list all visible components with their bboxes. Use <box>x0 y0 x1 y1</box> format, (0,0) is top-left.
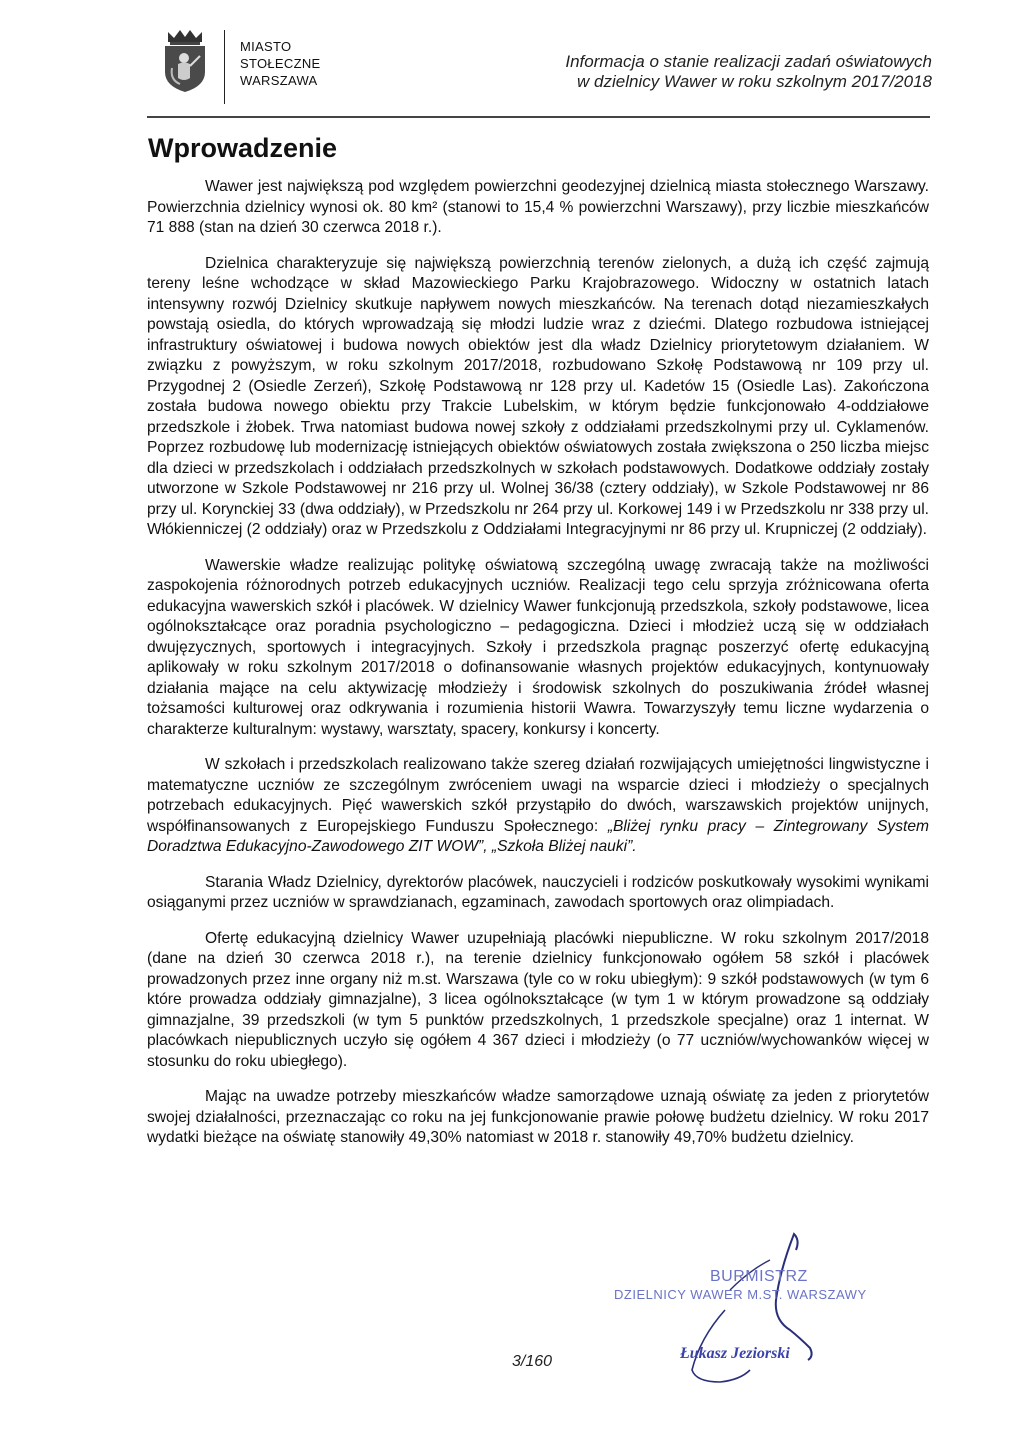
document-title-line: Informacja o stanie realizacji zadań oświatowych <box>565 52 932 71</box>
warsaw-crest-icon <box>160 28 210 94</box>
document-title-line: w dzielnicy Wawer w roku szkolnym 2017/2018 <box>577 72 932 91</box>
paragraph: Mając na uwadze potrzeby mieszkańców władze samorządowe uznają oświatę za jeden z priorytetów swojej działalności, przeznaczając co roku na jej funkcjonowanie prawie połowę budżetu dzielnicy. W roku 2017 wydatki bieżące na oświatę stanowiły 49,30% natomiast w 2018 r. stanowiły 49,70% budżetu dzielnicy. <box>147 1088 929 1146</box>
signature-name: Łukasz Jeziorski <box>680 1345 790 1362</box>
header-divider <box>224 30 225 104</box>
city-name-line: WARSZAWA <box>240 73 318 88</box>
body-text <box>147 177 929 1164</box>
city-name-block <box>240 38 320 89</box>
projects-italic: „Bliżej rynku pracy – Zintegrowany System Doradztwa Edukacyjno-Zawodowego ZIT WOW”, „Szkoła Bliżej nauki”. <box>147 817 929 855</box>
paragraph: Starania Władz Dzielnicy, dyrektorów placówek, nauczycieli i rodziców poskutkowały wysokimi wynikami osiąganymi przez uczniów w sprawdzianach, egzaminach, zawodach sportowych oraz olimpiadach. <box>147 873 929 911</box>
signature-icon <box>600 1230 920 1390</box>
official-stamp <box>600 1230 920 1390</box>
paragraph: Ofertę edukacyjną dzielnicy Wawer uzupełniają placówki niepubliczne. W roku szkolnym 2017/2018 (dane na dzień 30 czerwca 2018 r.), na terenie dzielnicy funkcjonowało ogółem 58 szkół i placówek prowadzonych przez inne organy niż m.st. Warszawa (tyle co w roku ubiegłym): 9 szkół podstawowych (w tym 6 które prowadza oddziały gimnazjalne), 3 licea ogólnokształcące (w tym 1 w którym prowadzone są oddziały gimnazjalne, 39 przedszkoli (w tym 5 punktów przedszkolnych, 1 przedszkole specjalne) oraz 1 internat. W placówkach niepublicznych uczyło się ogółem 4 367 dzieci i młodzieży (o 77 uczniów/wychowanków więcej w stosunku do roku ubiegłego). <box>147 929 929 1070</box>
paragraph <box>147 755 929 858</box>
paragraph: Wawer jest największą pod względem powierzchni geodezyjnej dzielnicą miasta stołecznego Warszawy. Powierzchnia dzielnicy wynosi ok. 80 km² (stanowi to 15,4 % powierzchni Warszawy), przy liczbie mieszkańców 71 888 (stan na dzień 30 czerwca 2018 r.). <box>147 178 929 236</box>
page-header <box>0 0 1024 120</box>
header-rule <box>147 116 930 118</box>
section-heading: Wprowadzenie <box>148 133 338 163</box>
page-number: 3/160 <box>512 1353 553 1370</box>
paragraph: Wawerskie władze realizując politykę oświatową szczególną uwagę zwracają także na możliwości zaspokojenia różnorodnych potrzeb edukacyjnych uczniów. Realizacji tego celu sprzyja zróżnicowana oferta edukacyjna wawerskich szkół i placówek. W dzielnicy Wawer funkcjonują przedszkola, szkoły podstawowe, licea ogólnokształcące oraz poradnia psychologiczno – pedagogiczna. Dzieci i młodzież uczą się w oddziałach dwujęzycznych, sportowych i integracyjnych. Szkoły i przedszkola pragnąc poszerzyć ofertę edukacyjną aplikowały w roku szkolnym 2017/2018 o dofinansowanie własnych projektów edukacyjnych, kontynuowały działania mające na celu aktywizację młodzieży i środowisk szkolnych do poszukiwania źródeł własnej tożsamości kulturowej oraz odkrywania i rozumienia historii Wawra. Towarzyszyły temu liczne wydarzenia o charakterze kulturalnym: wystawy, warsztaty, spacery, konkursy i koncerty. <box>147 556 929 738</box>
city-name-line: STOŁECZNE <box>240 56 321 71</box>
document-title <box>565 52 932 92</box>
stamp-title: BURMISTRZ <box>710 1268 808 1285</box>
city-name-line: MIASTO <box>240 39 292 54</box>
stamp-subtitle: DZIELNICY WAWER M.ST. WARSZAWY <box>614 1287 867 1302</box>
paragraph: Dzielnica charakteryzuje się największą powierzchnią terenów zielonych, a dużą ich część zajmują tereny leśne wchodzące w skład Mazowieckiego Parku Krajobrazowego. Widoczny w ostatnich latach intensywny rozwój Dzielnicy skutkuje napływem nowych mieszkańców. Na terenach dotąd niezamieszkałych powstają osiedla, do których wprowadzają się młodzi ludzie wraz z dziećmi. Dlatego rozbudowa istniejącej infrastruktury oświatowej i budowa nowych obiektów jest dla władz Dzielnicy priorytetowym działaniem. W związku z powyższym, w roku szkolnym 2017/2018, rozbudowano Szkołę Podstawową nr 109 przy ul. Przygodnej 2 (Osiedle Zerzeń), Szkołę Podstawową nr 128 przy ul. Kadetów 15 (Osiedle Las). Zakończona została budowa nowego obiektu przy Trakcie Lubelskim, w którym będzie funkcjonowało 4-oddziałowe przedszkole i żłobek. Trwa natomiast budowa nowej szkoły z oddziałami przedszkolnymi przy ul. Cyklamenów. Poprzez rozbudowę lub modernizację istniejących obiektów oświatowych została zwiększona o 250 liczba miejsc dla dzieci w przedszkolach i oddziałach przedszkolnych w szkołach podstawowych. Dodatkowe oddziały zostały utworzone w Szkole Podstawowej nr 216 przy ul. Wolnej 36/38 (cztery oddziały), w Szkole Podstawowej nr 86 przy ul. Korynckiej 33 (dwa oddziały), w Przedszkolu nr 264 przy ul. Korkowej 149 i w Przedszkolu nr 338 przy ul. Włókienniczej (2 oddziały) oraz w Przedszkolu z Oddziałami Integracyjnymi nr 86 przy ul. Krupniczej (2 oddziały). <box>147 254 929 538</box>
paragraph-text: W szkołach i przedszkolach realizowano także szereg działań rozwijających umiejętności lingwistyczne i matematyczne uczniów ze szczególnym zwróceniem uwagi na wsparcie dzieci i młodzieży o specjalnych potrzebach edukacyjnych. Pięć wawerskich szkół przystąpiło do dwóch, warszawskich projektów unijnych, współfinansowanych z Europejskiego Funduszu Społecznego: <box>147 756 929 835</box>
